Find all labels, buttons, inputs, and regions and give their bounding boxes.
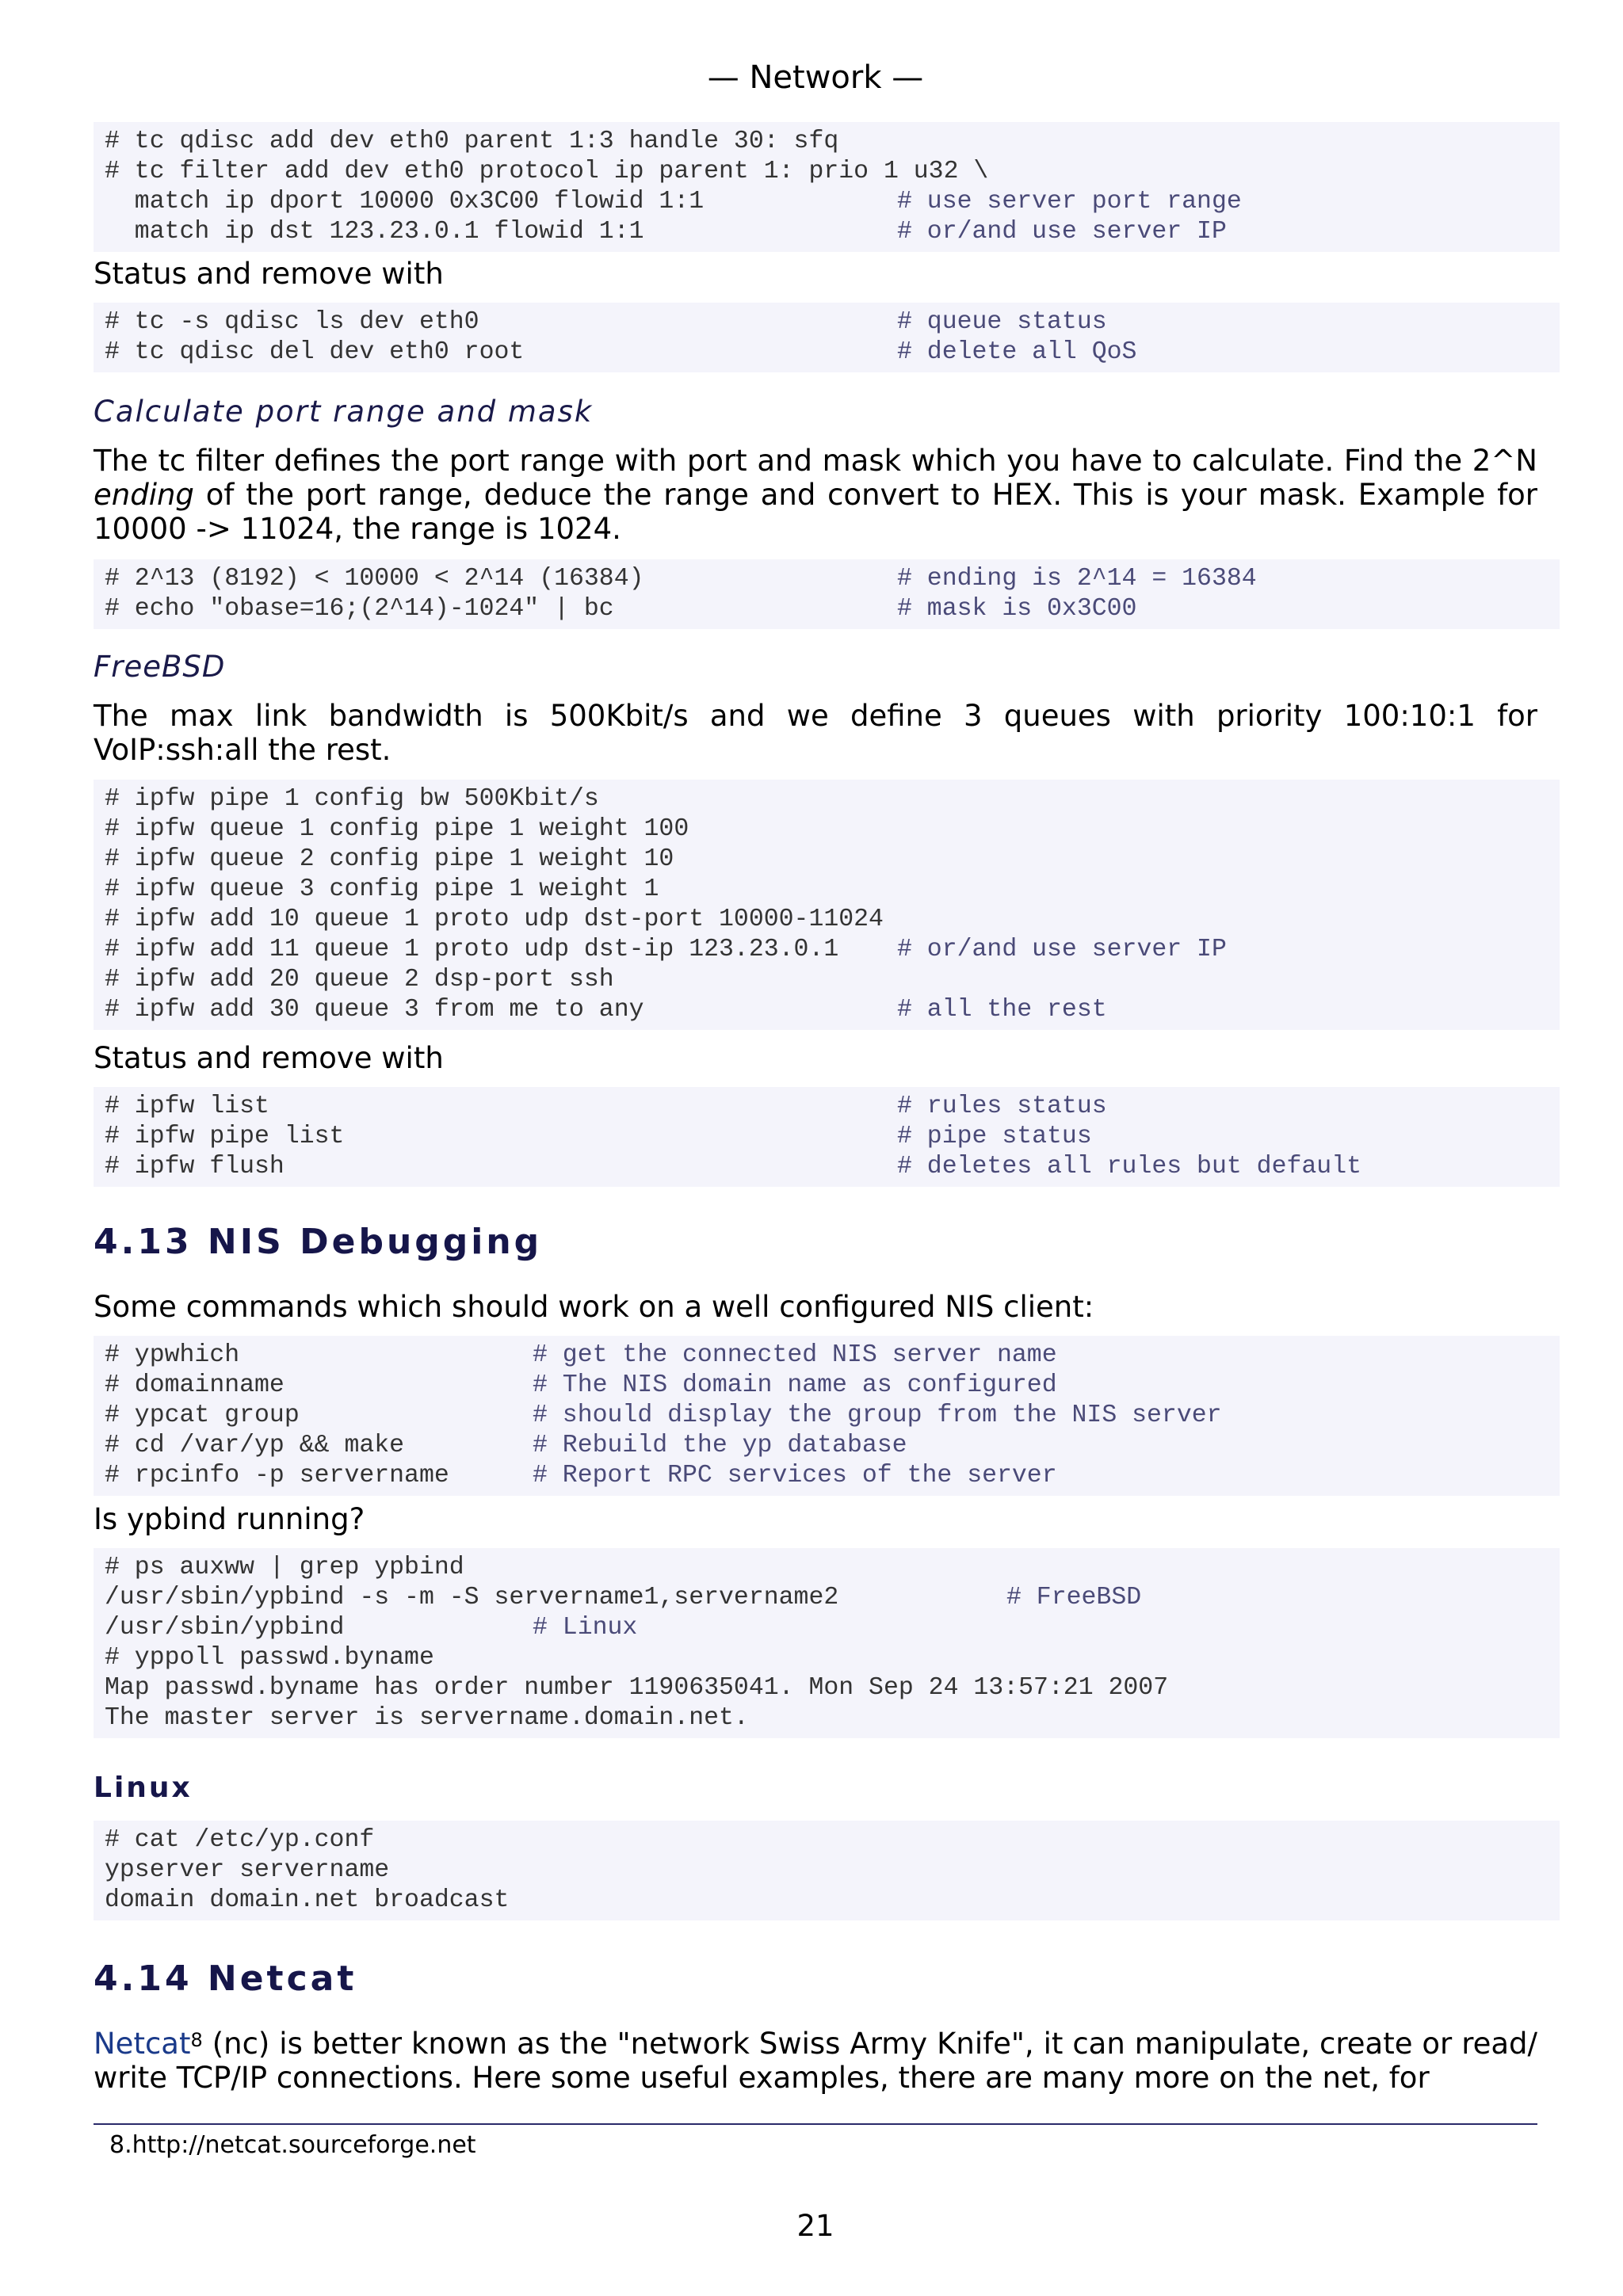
code-line <box>105 1401 1549 1431</box>
calc-paragraph-part1: The tc filter defines the port range with port and mask which you have to calculate. Find the 2^N <box>94 444 1537 478</box>
code-command: # ipfw list <box>105 1093 269 1120</box>
code-command: # cd /var/yp && make <box>105 1432 405 1459</box>
freebsd-paragraph: The max link bandwidth is 500Kbit/s and we define 3 queues with priority 100:10:1 for VoIP:ssh:all the rest. <box>94 699 1537 767</box>
code-block-tc-status <box>94 303 1560 372</box>
code-line <box>105 1461 1549 1491</box>
code-line <box>105 1553 1549 1583</box>
document-page <box>94 0 1537 2243</box>
code-line <box>105 1886 1549 1916</box>
code-block-calc <box>94 559 1560 629</box>
code-comment: # or/and use server IP <box>897 936 1227 963</box>
code-command: # ipfw flush <box>105 1153 285 1180</box>
section-heading-netcat: 4.14 Netcat <box>94 1958 357 1999</box>
code-command: # ipfw add 11 queue 1 proto udp dst-ip 123.23.0.1 <box>105 936 839 963</box>
code-comment: # mask is 0x3C00 <box>897 595 1137 623</box>
code-command: match ip dst 123.23.0.1 flowid 1:1 <box>105 218 644 246</box>
code-block-ipfw <box>94 780 1560 1030</box>
nis-paragraph: Some commands which should work on a well configured NIS client: <box>94 1290 1094 1324</box>
code-line <box>105 1092 1549 1122</box>
code-command: # echo "obase=16;(2^14)-1024" | bc <box>105 595 614 623</box>
status-remove-label-2: Status and remove with <box>94 1041 444 1075</box>
code-comment: # pipe status <box>897 1123 1092 1150</box>
section-heading-nis-debugging: 4.13 NIS Debugging <box>94 1222 543 1262</box>
code-block-ypbind <box>94 1548 1560 1738</box>
code-line <box>105 594 1549 624</box>
code-command: ypserver servername <box>105 1856 390 1884</box>
code-line <box>105 1703 1549 1733</box>
linux-heading: Linux <box>94 1772 193 1804</box>
code-command: # rpcinfo -p servername <box>105 1462 449 1489</box>
code-block-nis <box>94 1336 1560 1496</box>
code-command: # tc qdisc add dev eth0 parent 1:3 handle 30: sfq <box>105 128 839 155</box>
code-command: # tc -s qdisc ls dev eth0 <box>105 308 479 336</box>
code-comment: # Rebuild the yp database <box>533 1432 907 1459</box>
code-command: # domainname <box>105 1371 285 1399</box>
code-line <box>105 1673 1549 1703</box>
code-line <box>105 1152 1549 1182</box>
calc-paragraph-part2: of the port range, deduce the range and convert to HEX. This is your mask. Example for 10000 -> 11024, the range is 1024. <box>94 478 1537 546</box>
code-line <box>105 157 1549 187</box>
code-block-linux <box>94 1821 1560 1920</box>
code-command: # ipfw add 30 queue 3 from me to any <box>105 996 644 1024</box>
calc-paragraph-em: ending <box>94 478 194 512</box>
code-line <box>105 845 1549 875</box>
code-line <box>105 995 1549 1025</box>
code-command: /usr/sbin/ypbind -s -m -S servername1,servername2 <box>105 1584 839 1611</box>
code-comment: # get the connected NIS server name <box>533 1341 1057 1369</box>
code-command: # yppoll passwd.byname <box>105 1644 434 1672</box>
code-command: # 2^13 (8192) < 10000 < 2^14 (16384) <box>105 565 644 593</box>
code-line <box>105 965 1549 995</box>
code-comment: # all the rest <box>897 996 1107 1024</box>
calc-port-range-heading: Calculate port range and mask <box>94 395 594 429</box>
code-line <box>105 127 1549 157</box>
code-block-tc-filter <box>94 122 1560 252</box>
page-number: 21 <box>796 2209 834 2243</box>
freebsd-heading: FreeBSD <box>94 650 226 684</box>
code-line <box>105 1855 1549 1886</box>
code-command: # ipfw queue 2 config pipe 1 weight 10 <box>105 845 674 873</box>
code-line <box>105 307 1549 338</box>
netcat-link[interactable]: Netcat <box>94 2027 191 2061</box>
code-comment: # The NIS domain name as configured <box>533 1371 1057 1399</box>
running-header: — Network — <box>707 59 924 96</box>
code-command: # cat /etc/yp.conf <box>105 1826 375 1854</box>
code-comment: # should display the group from the NIS server <box>533 1402 1222 1429</box>
code-comment: # ending is 2^14 = 16384 <box>897 565 1257 593</box>
status-remove-label-1: Status and remove with <box>94 257 444 291</box>
code-command: /usr/sbin/ypbind <box>105 1614 345 1642</box>
code-comment: # Report RPC services of the server <box>533 1462 1057 1489</box>
code-command: # ipfw queue 3 config pipe 1 weight 1 <box>105 875 659 903</box>
code-line <box>105 187 1549 217</box>
code-command: domain domain.net broadcast <box>105 1886 510 1914</box>
code-comment: # or/and use server IP <box>897 218 1227 246</box>
code-comment: # FreeBSD <box>1006 1584 1142 1611</box>
code-line <box>105 1643 1549 1673</box>
code-command: # ypwhich <box>105 1341 240 1369</box>
code-comment: # rules status <box>897 1093 1107 1120</box>
code-command: Map passwd.byname has order number 1190635041. Mon Sep 24 13:57:21 2007 <box>105 1674 1169 1702</box>
code-line <box>105 1825 1549 1855</box>
footnote-divider <box>94 2123 1537 2125</box>
code-command: The master server is servername.domain.net. <box>105 1704 749 1732</box>
code-command: # ypcat group <box>105 1402 300 1429</box>
code-block-ipfw-status <box>94 1087 1560 1187</box>
footnote-ref[interactable]: 8 <box>190 2029 203 2051</box>
code-line <box>105 564 1549 594</box>
code-command: # ipfw pipe 1 config bw 500Kbit/s <box>105 785 599 813</box>
code-line <box>105 784 1549 814</box>
code-line <box>105 1371 1549 1401</box>
code-line <box>105 1341 1549 1371</box>
code-command: # tc filter add dev eth0 protocol ip parent 1: prio 1 u32 \ <box>105 158 989 185</box>
code-line <box>105 217 1549 247</box>
code-command: # tc qdisc del dev eth0 root <box>105 338 525 366</box>
code-line <box>105 905 1549 935</box>
netcat-paragraph-rest: (nc) is better known as the "network Swiss Army Knife", it can manipulate, create or read/ write TCP/IP connections. Here some useful examples, there are many more on the net, for <box>94 2027 1537 2095</box>
calc-paragraph <box>94 444 1537 546</box>
code-line <box>105 935 1549 965</box>
code-command: # ipfw add 10 queue 1 proto udp dst-port 10000-11024 <box>105 906 884 933</box>
code-command: # ipfw pipe list <box>105 1123 345 1150</box>
code-comment: # use server port range <box>897 188 1242 215</box>
code-command: # ps auxww | grep ypbind <box>105 1554 464 1581</box>
code-command: # ipfw add 20 queue 2 dsp-port ssh <box>105 966 614 994</box>
code-comment: # queue status <box>897 308 1107 336</box>
footnote-text: 8.http://netcat.sourceforge.net <box>109 2131 476 2159</box>
code-line <box>105 338 1549 368</box>
code-comment: # Linux <box>533 1614 638 1642</box>
code-line <box>105 1613 1549 1643</box>
ypbind-question: Is ypbind running? <box>94 1502 365 1536</box>
code-line <box>105 1583 1549 1613</box>
netcat-paragraph <box>94 2027 1537 2095</box>
code-comment: # deletes all rules but default <box>897 1153 1361 1180</box>
code-line <box>105 814 1549 845</box>
code-command: match ip dport 10000 0x3C00 flowid 1:1 <box>105 188 705 215</box>
code-comment: # delete all QoS <box>897 338 1137 366</box>
code-line <box>105 1431 1549 1461</box>
code-line <box>105 1122 1549 1152</box>
code-command: # ipfw queue 1 config pipe 1 weight 100 <box>105 815 689 843</box>
code-line <box>105 875 1549 905</box>
